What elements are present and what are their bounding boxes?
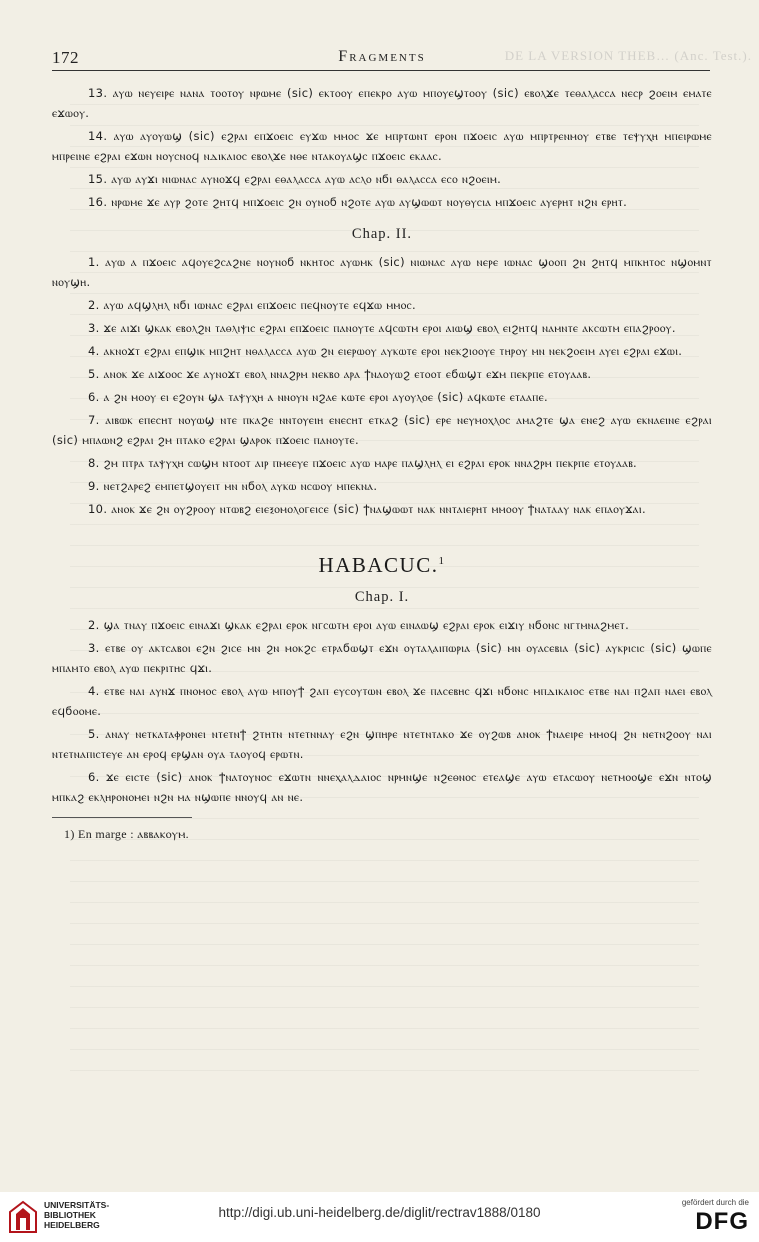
permalink-url[interactable]: http://digi.ub.uni-heidelberg.de/diglit/rectrav1888/0180 <box>218 1205 541 1220</box>
funding-caption: gefördert durch die <box>681 1198 749 1207</box>
bleed-through-header: DE LA VERSION THEB… (Anc. Test.). <box>504 48 752 63</box>
chapter-heading: Chap. I. <box>354 589 410 605</box>
verse-paragraph: 1. ⲁⲩⲱ ⲁ ⲡϫⲟⲉⲓⲥ ⲁϥⲟⲩⲉϩⲥⲁϩⲛⲉ ⲛⲟⲩⲛⲟϭ ⲛⲕⲏⲧⲟⲥ ⲁⲩⲱⲙⲕ (sic) ⲛⲓⲱⲛⲁⲥ ⲁⲩⲱ ⲛⲉⲣⲉ ⲓⲱⲛⲁⲥ ϣⲟⲟⲡ ϩⲛ ϩⲏⲧϥ ⲙⲡⲕⲏⲧⲟⲥ ⲛϣⲟⲙⲛⲧ ⲛⲟⲩϣⲏ. <box>52 255 712 289</box>
verse-paragraph: 13. ⲁⲩⲱ ⲛⲉⲩⲉⲓⲣⲉ ⲛⲁⲛⲁ ⲧⲟⲟⲧⲟⲩ ⲛⲣⲱⲙⲉ (sic) ⲉⲕⲧⲟⲟⲩ ⲉⲡⲉⲕⲣⲟ ⲁⲩⲱ ⲙⲡⲟⲩⲉϣⲧⲟⲟⲩ (sic) ⲉⲃⲟⲗϫⲉ ⲧⲉⲑⲁⲗⲁⲥⲥⲁ ⲛⲉⲥⲣ ϩⲟⲉⲓⲙ ⲉⲙⲁⲧⲉ ⲉϫⲱⲟⲩ. <box>52 86 712 120</box>
university-line: UNIVERSITÄTS- <box>44 1200 110 1210</box>
verse-paragraph: 7. ⲁⲓⲃⲱⲕ ⲉⲡⲉⲥⲏⲧ ⲛⲟⲩⲱϣ ⲛⲧⲉ ⲡⲕⲁϩⲉ ⲛⲛⲧⲟⲩⲉⲓⲏ ⲉⲛⲉⲥⲏⲧ ⲉⲧⲕⲁϩ (sic) ⲉⲣⲉ ⲛⲉⲩⲙⲟⲭⲗⲟⲥ ⲁⲙⲁϩⲧⲉ ϣⲁ ⲉⲛⲉϩ ⲁⲩⲱ ⲉⲕⲛⲁⲉⲓⲛⲉ ⲉϩⲣⲁⲓ (sic) ⲙⲡⲁⲱⲛϩ ⲉϩⲣⲁⲓ ϩⲙ ⲡⲧⲁⲕⲟ ⲉϩⲣⲁⲓ ϣⲁⲣⲟⲕ ⲡϫⲟⲉⲓⲥ ⲡⲁⲛⲟⲩⲧⲉ. <box>52 413 712 447</box>
verse-paragraph: 10. ⲁⲛⲟⲕ ϫⲉ ϩⲛ ⲟⲩϩⲣⲟⲟⲩ ⲛⲧⲱⲃϩ ⲉⲓⲉⲝⲟⲙⲟⲗⲟⲅⲉⲓⲥⲉ (sic) ϯⲛⲁϣⲱⲱⲧ ⲛⲁⲕ ⲛⲛⲧⲁⲓⲉⲣⲏⲧ ⲙⲙⲟⲟⲩ ϯⲛⲁⲧⲁⲁⲩ ⲛⲁⲕ ⲉⲡⲁⲟⲩϫⲁⲓ. <box>88 502 646 516</box>
dfg-logo: DFG <box>695 1208 749 1235</box>
verse-paragraph: 4. ⲁⲕⲛⲟϫⲧ ⲉϩⲣⲁⲓ ⲉⲡϣⲓⲕ ⲙⲡϩⲏⲧ ⲛⲑⲁⲗⲁⲥⲥⲁ ⲁⲩⲱ ϩⲛ ⲉⲓⲉⲣⲱⲟⲩ ⲁⲩⲕⲱⲧⲉ ⲉⲣⲟⲓ ⲛⲉⲕϩⲓⲟⲟⲩⲉ ⲧⲏⲣⲟⲩ ⲙⲛ ⲛⲉⲕϩⲟⲉⲓⲙ ⲁⲩⲉⲓ ⲉϩⲣⲁⲓ ⲉϫⲱⲓ. <box>88 344 683 358</box>
verse-paragraph: 8. ϩⲙ ⲡⲧⲣⲁ ⲧⲁⲯⲩⲭⲏ ⲥⲱϣⲙ ⲛⲧⲟⲟⲧ ⲁⲓⲣ ⲡⲙⲉⲉⲩⲉ ⲡϫⲟⲉⲓⲥ ⲁⲩⲱ ⲙⲁⲣⲉ ⲡⲁϣⲗⲏⲗ ⲉⲓ ⲉϩⲣⲁⲓ ⲉⲣⲟⲕ ⲛⲛⲁϩⲣⲙ ⲡⲉⲕⲣⲡⲉ ⲉⲧⲟⲩⲁⲁⲃ. <box>88 456 638 470</box>
verse-paragraph: 6. ⲁ ϩⲛ ⲙⲟⲟⲩ ⲉⲓ ⲉϩⲟⲩⲛ ϣⲁ ⲧⲁⲯⲩⲭⲏ ⲁ ⲛⲛⲟⲩⲛ ⲛϩⲁⲉ ⲕⲱⲧⲉ ⲉⲣⲟⲓ ⲁⲩⲟⲩⲗⲟⲉ (sic) ⲁϥⲕⲱⲧⲉ ⲉⲧⲁⲁⲡⲉ. <box>88 390 549 404</box>
viewer-footer <box>0 1192 759 1242</box>
verse-paragraph: 3. ⲉⲧⲃⲉ ⲟⲩ ⲁⲕⲧⲥⲁⲃⲟⲓ ⲉϩⲛ ϩⲓⲥⲉ ⲙⲛ ϩⲛ ⲙⲟⲕϩⲥ ⲉⲧⲣⲁϭⲱϣⲧ ⲉϫⲛ ⲟⲩⲧⲁⲗⲁⲓⲡⲱⲣⲓⲁ (sic) ⲙⲛ ⲟⲩⲁⲥⲉⲃⲓⲁ (sic) ⲁⲩⲕⲣⲓⲥⲓⲥ (sic) ϣⲱⲡⲉ ⲙⲡⲁⲙⲧⲟ ⲉⲃⲟⲗ ⲁⲩⲱ ⲡⲉⲕⲣⲓⲧⲏⲥ ϥϫⲓ. <box>52 641 712 675</box>
verse-paragraph: 2. ⲁⲩⲱ ⲁϥϣⲗⲏⲗ ⲛϭⲓ ⲓⲱⲛⲁⲥ ⲉϩⲣⲁⲓ ⲉⲡϫⲟⲉⲓⲥ ⲡⲉϥⲛⲟⲩⲧⲉ ⲉϥϫⲱ ⲙⲙⲟⲥ. <box>88 298 416 312</box>
verse-paragraph: 4. ⲉⲧⲃⲉ ⲛⲁⲓ ⲁⲩⲛϫ ⲡⲛⲟⲙⲟⲥ ⲉⲃⲟⲗ ⲁⲩⲱ ⲙⲡⲟⲩϯ ϩⲁⲡ ⲉⲩⲥⲟⲩⲧⲱⲛ ⲉⲃⲟⲗ ϫⲉ ⲡⲁⲥⲉⲃⲏⲥ ϥϫⲓ ⲛϭⲟⲛⲥ ⲙⲡⲇⲓⲕⲁⲓⲟⲥ ⲉⲧⲃⲉ ⲛⲁⲓ ⲡϩⲁⲡ ⲛⲁⲉⲓ ⲉⲃⲟⲗ ⲉϥϭⲟⲟⲙⲉ. <box>52 684 712 718</box>
verse-paragraph: 6. ϫⲉ ⲉⲓⲥⲧⲉ (sic) ⲁⲛⲟⲕ ϯⲛⲁⲧⲟⲩⲛⲟⲥ ⲉϫⲱⲧⲛ ⲛⲛⲉⲭⲁⲗⲇⲁⲓⲟⲥ ⲛⲣⲙⲛϣⲉ ⲛϩⲉⲑⲛⲟⲥ ⲉⲧⲉⲁϣⲉ ⲁⲩⲱ ⲉⲧⲁⲥⲱⲟⲩ ⲛⲉⲧⲙⲟⲟϣⲉ ⲉϫⲛ ⲛⲧⲟϣ ⲙⲡⲕⲁϩ ⲉⲕⲗⲏⲣⲟⲛⲟⲙⲉⲓ ⲛϩⲛ ⲙⲁ ⲛϣⲱⲡⲉ ⲛⲛⲟⲩϥ ⲁⲛ ⲛⲉ. <box>52 770 712 804</box>
footnote-rule <box>52 817 192 818</box>
verse-paragraph: 9. ⲛⲉⲧϩⲁⲣⲉϩ ⲉⲙⲡⲉⲧϣⲟⲩⲉⲓⲧ ⲙⲛ ⲛϭⲟⲗ ⲁⲩⲕⲱ ⲛⲥⲱⲟⲩ ⲙⲡⲉⲕⲛⲁ. <box>88 479 378 493</box>
running-header <box>52 46 752 70</box>
footnote: 1) En marge : ⲁⲃⲃⲁⲕⲟⲩⲙ. <box>64 827 190 841</box>
text-body <box>52 80 712 844</box>
verse-paragraph: 14. ⲁⲩⲱ ⲁⲩⲟⲩⲱϣ (sic) ⲉϩⲣⲁⲓ ⲉⲡϫⲟⲉⲓⲥ ⲉⲩϫⲱ ⲙⲙⲟⲥ ϫⲉ ⲙⲡⲣⲧⲱⲛⲧ ⲉⲣⲟⲛ ⲡϫⲟⲉⲓⲥ ⲁⲩⲱ ⲙⲡⲣⲧⲣⲉⲛⲙⲟⲩ ⲉⲧⲃⲉ ⲧⲉⲯⲩⲭⲏ ⲙⲡⲉⲓⲣⲱⲙⲉ ⲙⲡⲣⲉⲓⲛⲉ ⲉϩⲣⲁⲓ ⲉϫⲱⲛ ⲛⲟⲩⲥⲛⲟϥ ⲛⲇⲓⲕⲁⲓⲟⲥ ⲉⲃⲟⲗϫⲉ ⲛⲑⲉ ⲛⲧⲁⲕⲟⲩⲁϣⲥ ⲡϫⲟⲉⲓⲥ ⲉⲕⲁⲁⲥ. <box>52 129 712 163</box>
verse-paragraph: 15. ⲁⲩⲱ ⲁⲩϫⲓ ⲛⲓⲱⲛⲁⲥ ⲁⲩⲛⲟϫϥ ⲉϩⲣⲁⲓ ⲉⲑⲁⲗⲁⲥⲥⲁ ⲁⲩⲱ ⲁⲥⲗⲟ ⲛϭⲓ ⲑⲁⲗⲁⲥⲥⲁ ⲉⲥⲟ ⲛϩⲟⲉⲓⲙ. <box>88 172 502 186</box>
chapter-heading: Chap. II. <box>351 226 413 242</box>
page-number: 172 <box>52 48 79 67</box>
book-title <box>52 551 712 575</box>
footnote-marker: 1 <box>438 555 446 567</box>
page-title: Fragments <box>338 48 426 65</box>
verse-paragraph: 2. ϣⲁ ⲧⲛⲁⲩ ⲡϫⲟⲉⲓⲥ ⲉⲓⲛⲁϫⲓ ϣⲕⲁⲕ ⲉϩⲣⲁⲓ ⲉⲣⲟⲕ ⲛⲅⲥⲱⲧⲙ ⲉⲣⲟⲓ ⲁⲩⲱ ⲉⲓⲛⲁⲱϣ ⲉϩⲣⲁⲓ ⲉⲣⲟⲕ ⲉⲓϫⲓⲩ ⲛϭⲟⲛⲥ ⲛⲅⲧⲙⲛⲁϩⲙⲉⲧ. <box>88 618 630 632</box>
header-rule <box>52 70 710 71</box>
verse-paragraph: 16. ⲛⲣⲱⲙⲉ ϫⲉ ⲁⲩⲣ ϩⲟⲧⲉ ϩⲏⲧϥ ⲙⲡϫⲟⲉⲓⲥ ϩⲛ ⲟⲩⲛⲟϭ ⲛϩⲟⲧⲉ ⲁⲩⲱ ⲁⲩϣⲱⲱⲧ ⲛⲟⲩⲑⲩⲥⲓⲁ ⲙⲡϫⲟⲉⲓⲥ ⲁⲩⲉⲣⲏⲧ ⲛϩⲛ ⲉⲣⲏⲧ. <box>88 195 628 209</box>
university-line: BIBLIOTHEK <box>44 1210 96 1220</box>
verse-paragraph: 5. ⲁⲛⲁⲩ ⲛⲉⲧⲕⲁⲧⲁⲫⲣⲟⲛⲉⲓ ⲛⲧⲉⲧⲛϯ ϩⲧⲏⲧⲛ ⲛⲧⲉⲧⲛⲛⲁⲩ ⲉϩⲛ ϣⲡⲏⲣⲉ ⲛⲧⲉⲧⲛⲧⲁⲕⲟ ϫⲉ ⲟⲩϩⲱⲃ ⲁⲛⲟⲕ ϯⲛⲁⲉⲓⲣⲉ ⲙⲙⲟϥ ϩⲛ ⲛⲉⲧⲛϩⲟⲟⲩ ⲛⲁⲓ ⲛⲧⲉⲧⲛⲁⲡⲓⲥⲧⲉⲩⲉ ⲁⲛ ⲉⲣⲟϥ ⲉⲣϣⲁⲛ ⲟⲩⲁ ⲧⲁⲟⲩⲟϥ ⲉⲣⲱⲧⲛ. <box>52 727 712 761</box>
verse-paragraph: 5. ⲁⲛⲟⲕ ϫⲉ ⲁⲓϫⲟⲟⲥ ϫⲉ ⲁⲩⲛⲟϫⲧ ⲉⲃⲟⲗ ⲛⲛⲁϩⲣⲙ ⲛⲉⲕⲃⲟ ⲁⲣⲁ ϯⲛⲁⲟⲩⲱϩ ⲉⲧⲟⲟⲧ ⲉϭⲱϣⲧ ⲉϫⲙ ⲡⲉⲕⲣⲡⲉ ⲉⲧⲟⲩⲁⲁⲃ. <box>88 367 592 381</box>
verse-paragraph: 3. ϫⲉ ⲁⲓϫⲓ ϣⲕⲁⲕ ⲉⲃⲟⲗϩⲛ ⲧⲁⲑⲗⲓⲯⲓⲥ ⲉϩⲣⲁⲓ ⲉⲡϫⲟⲉⲓⲥ ⲡⲁⲛⲟⲩⲧⲉ ⲁϥⲥⲱⲧⲙ ⲉⲣⲟⲓ ⲁⲓⲱϣ ⲉⲃⲟⲗ ⲉⲓϩⲏⲧϥ ⲛⲁⲙⲛⲧⲉ ⲁⲕⲥⲱⲧⲙ ⲉⲡⲁϩⲣⲟⲟⲩ. <box>88 321 676 335</box>
book-title-text: HABACUC. <box>318 553 439 577</box>
university-line: HEIDELBERG <box>44 1220 100 1230</box>
